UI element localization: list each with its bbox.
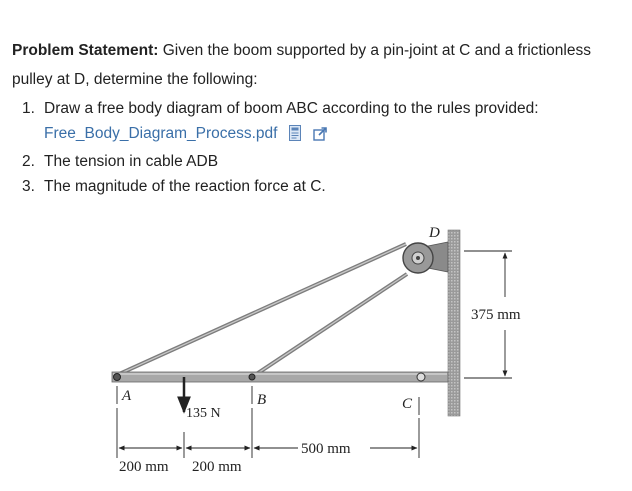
task-text: The magnitude of the reaction force at C. <box>44 178 326 195</box>
pin-b <box>249 374 255 380</box>
task-text: Draw a free body diagram of boom ABC according to the rules provided: <box>44 100 539 117</box>
wall <box>448 230 460 416</box>
cable-db-highlight <box>252 274 407 377</box>
boom-diagram <box>100 220 550 482</box>
dim-right-label: 500 mm <box>301 441 351 457</box>
label-a: A <box>122 388 132 404</box>
pin-a <box>114 374 121 381</box>
label-d: D <box>429 225 440 241</box>
external-link-icon[interactable] <box>313 124 327 149</box>
task-list <box>22 96 539 199</box>
task-item-1 <box>22 96 539 149</box>
problem-statement-heading: Problem Statement: <box>12 42 159 59</box>
problem-statement <box>12 36 627 94</box>
dim-mid-label: 200 mm <box>192 459 242 475</box>
task-number: 3. <box>22 178 35 195</box>
dim-left-label: 200 mm <box>119 459 169 475</box>
task-number: 2. <box>22 153 35 170</box>
label-b: B <box>257 392 267 408</box>
task-item-3 <box>22 174 539 199</box>
pulley-pin <box>416 256 420 260</box>
label-c: C <box>402 396 413 412</box>
task-item-2 <box>22 149 539 174</box>
problem-statement-text: Given the boom supported by a pin-joint at C and a frictionless pulley at D, determine the following: <box>12 42 591 88</box>
attachment-row <box>22 121 539 149</box>
dim-vertical-label: 375 mm <box>471 307 521 323</box>
attachment-link[interactable]: Free_Body_Diagram_Process.pdf <box>44 125 278 142</box>
task-text: The tension in cable ADB <box>44 153 219 170</box>
cable-ad-highlight <box>117 244 406 375</box>
pin-c <box>417 373 425 381</box>
load-label: 135 N <box>186 406 221 421</box>
task-number: 1. <box>22 100 35 117</box>
document-icon[interactable] <box>288 124 303 149</box>
